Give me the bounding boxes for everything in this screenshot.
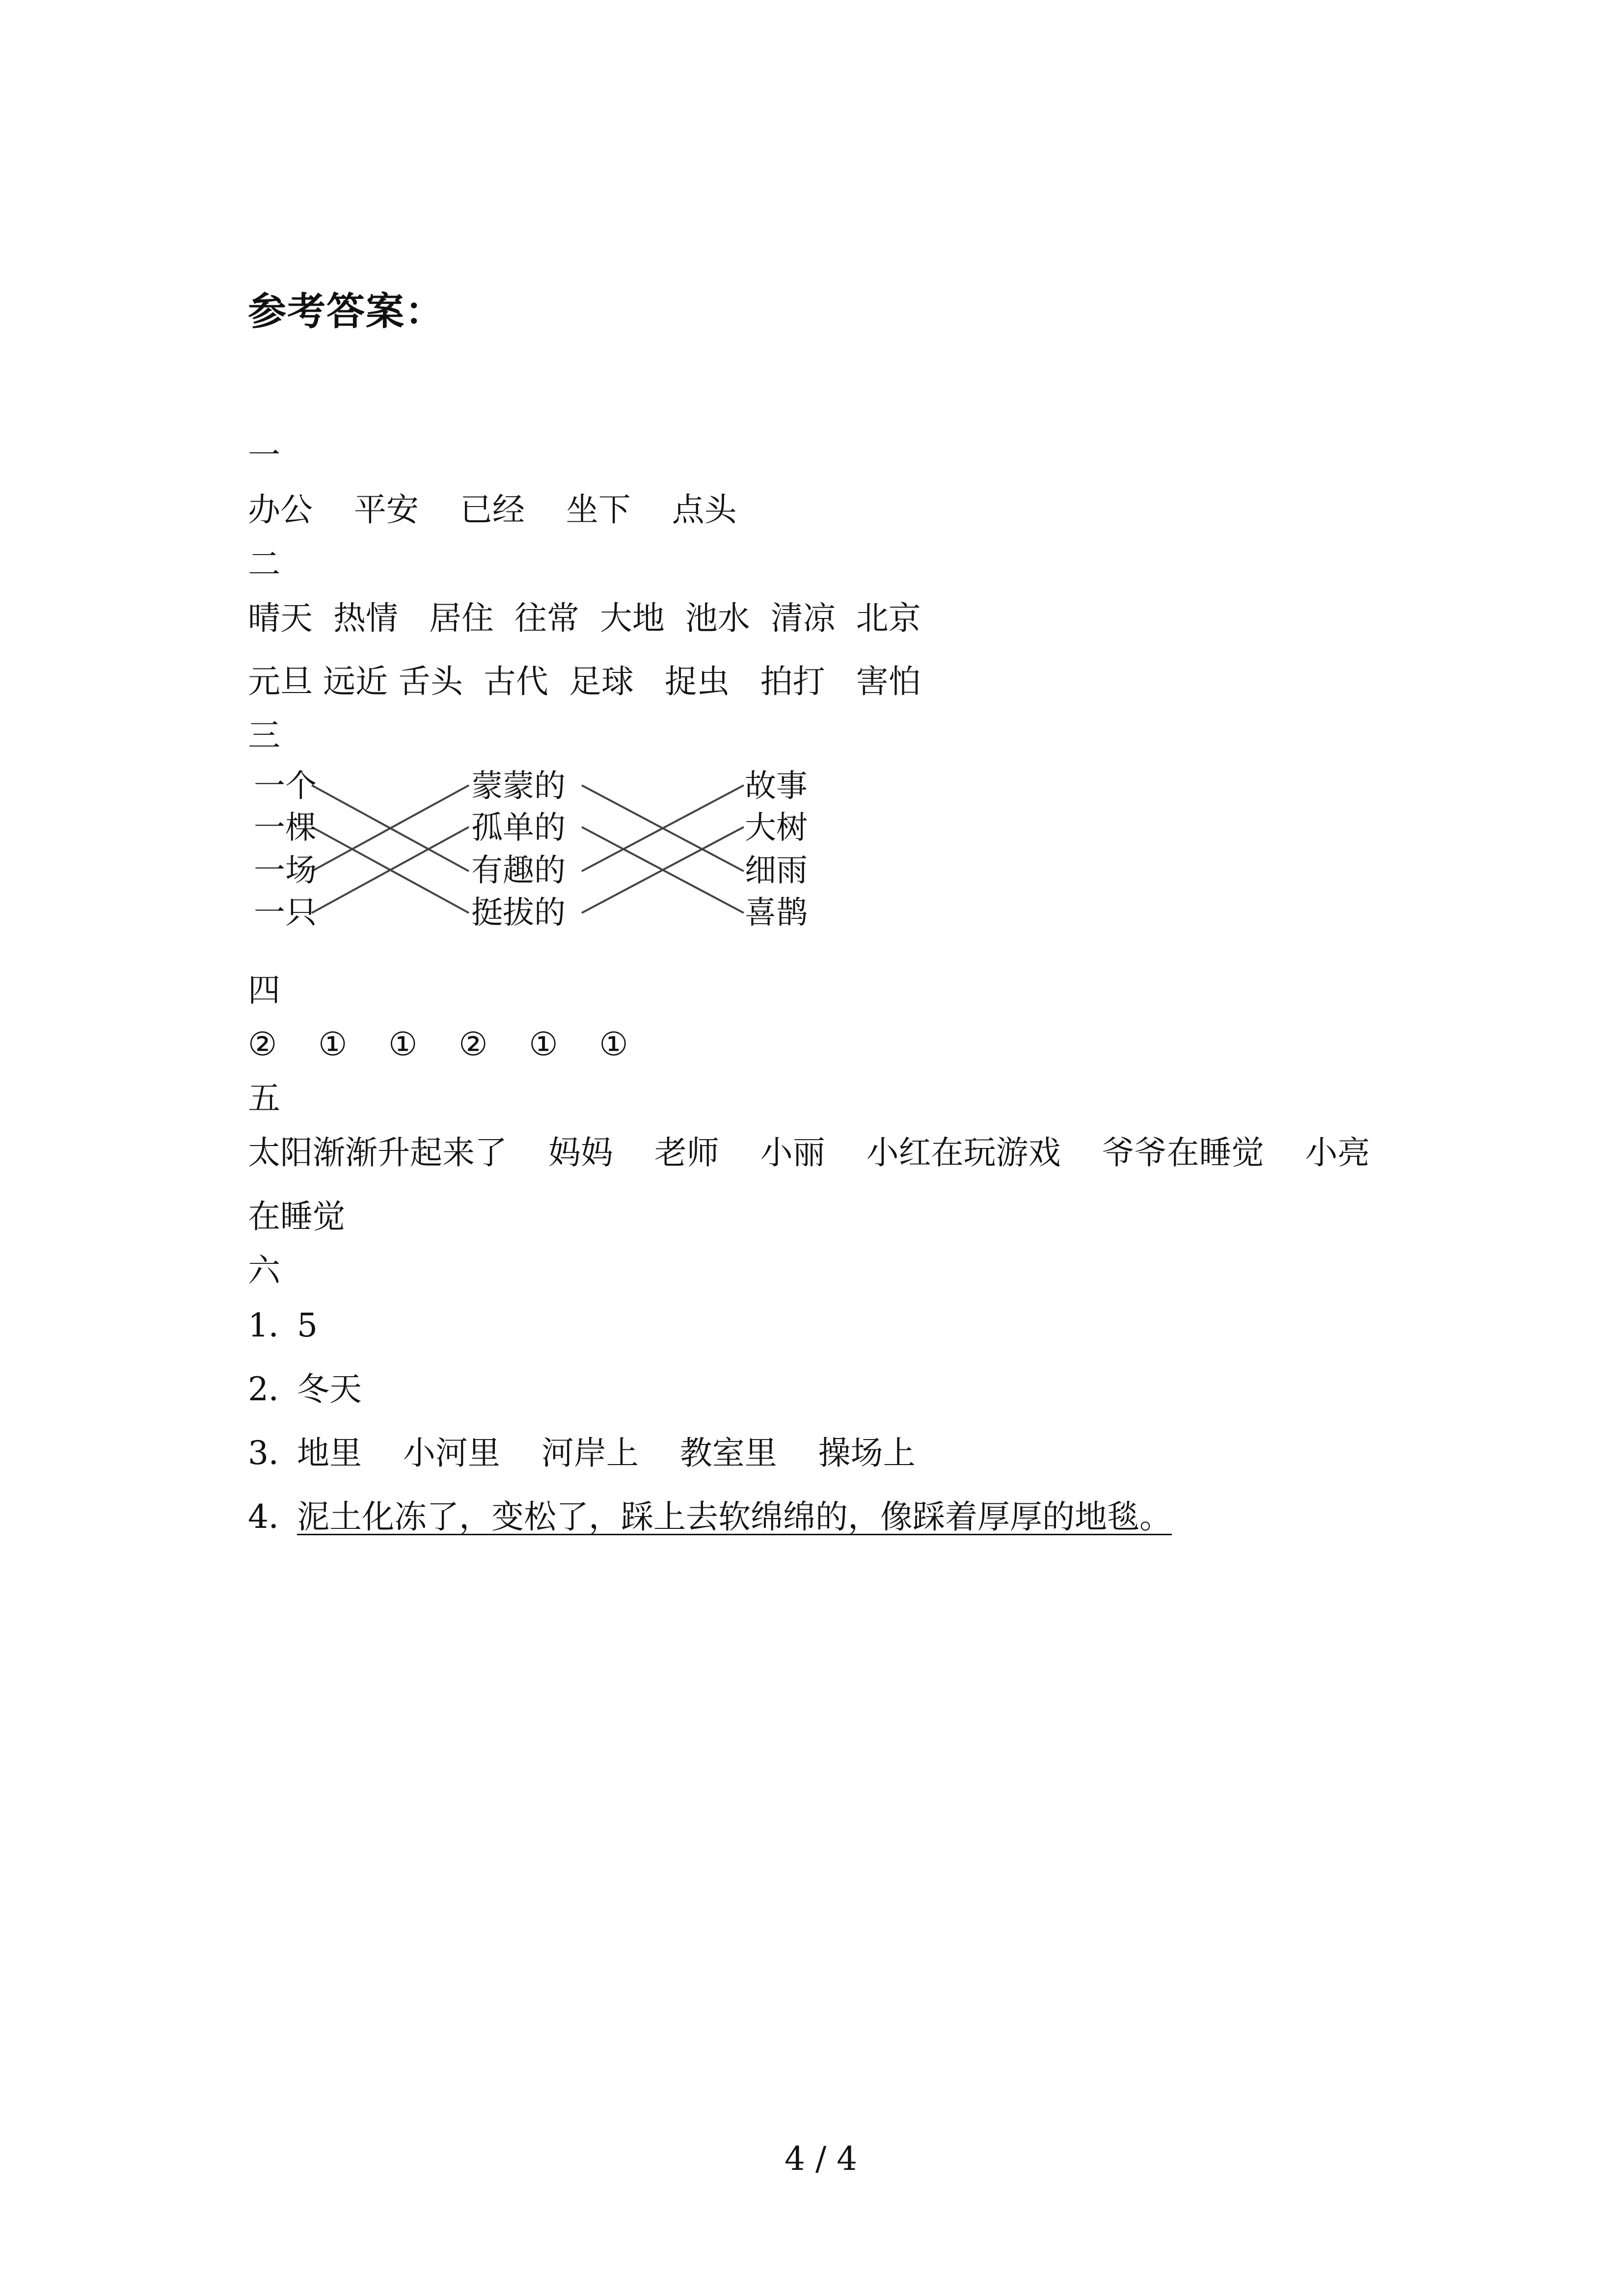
match-col2-item: 蒙蒙的 <box>471 768 566 804</box>
match-col2-item: 孤单的 <box>471 810 566 846</box>
item-answer: 5 <box>297 1307 318 1344</box>
section-4-answers: ② ① ① ② ① ① <box>248 1025 628 1063</box>
section-2-answers-line-2: 元旦 远近 舌头 古代 足球 捉虫 拍打 害怕 <box>248 663 921 700</box>
item-number: 4． <box>248 1498 301 1536</box>
match-col1-item: 一场 <box>254 853 317 889</box>
section-4-heading: 四 <box>248 971 280 1009</box>
section-2-answers-line-1: 晴天 热情 居住 往常 大地 池水 清凉 北京 <box>248 599 921 637</box>
item-number: 1． <box>248 1307 301 1344</box>
match-col3-item: 喜鹊 <box>745 895 808 931</box>
item-answer: 地里 小河里 河岸上 教室里 操场上 <box>297 1434 916 1472</box>
section-5-answers-line-1: 太阳渐渐升起来了 妈妈 老师 小丽 小红在玩游戏 爷爷在睡觉 小亮 <box>248 1134 1370 1172</box>
item-number: 2． <box>248 1370 301 1408</box>
match-col1-item: 一个 <box>254 768 317 804</box>
section-5-heading: 五 <box>248 1079 280 1117</box>
item-number: 3． <box>248 1434 301 1472</box>
section-5-answers-line-2: 在睡觉 <box>248 1198 345 1235</box>
match-col3-item: 细雨 <box>745 853 808 889</box>
section-6-heading: 六 <box>248 1252 280 1289</box>
item-answer: 冬天 <box>297 1370 362 1408</box>
match-col1-item: 一只 <box>254 895 317 931</box>
match-col3-item: 故事 <box>745 768 808 804</box>
match-col1-item: 一棵 <box>254 810 317 846</box>
match-col3-item: 大树 <box>745 810 808 846</box>
section-3-heading: 三 <box>248 717 280 754</box>
section-1-answers: 办公 平安 已经 坐下 点头 <box>248 491 737 529</box>
page-number: 4 / 4 <box>785 2140 858 2178</box>
match-col2-item: 有趣的 <box>471 853 566 889</box>
section-2-heading: 二 <box>248 545 280 583</box>
section-1-heading: 一 <box>248 436 280 474</box>
matching-diagram <box>248 768 817 952</box>
item-answer-underlined: 泥土化冻了，变松了，踩上去软绵绵的，像踩着厚厚的地毯。 <box>297 1498 1172 1536</box>
match-col2-item: 挺拔的 <box>471 895 566 931</box>
page-title: 参考答案： <box>248 289 445 334</box>
